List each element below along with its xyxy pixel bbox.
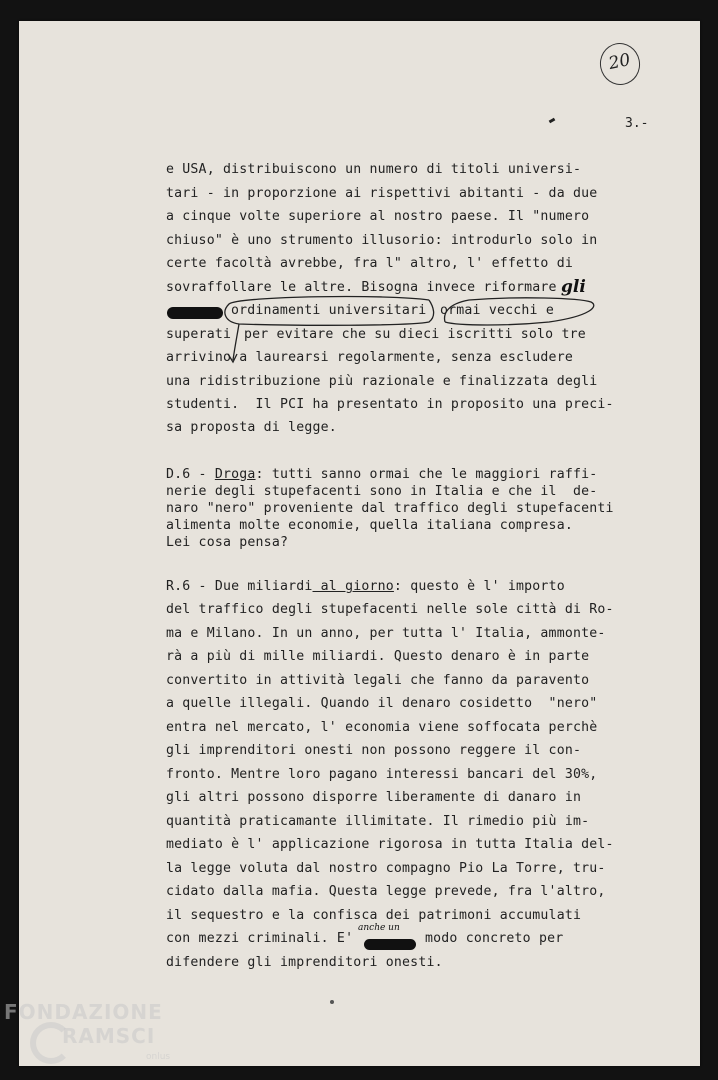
answer-underlined: al giorno (312, 579, 394, 594)
answer-line: rà a più di mille miliardi. Questo denaro è in parte (166, 649, 590, 664)
question-line: nerie degli stupefacenti sono in Italia e che il de- (166, 484, 598, 499)
answer-line: fronto. Mentre loro pagano interessi bancari del 30%, (166, 767, 598, 782)
question-line: Lei cosa pensa? (166, 535, 289, 550)
question-text: : tutti sanno ormai che le maggiori raffi- (255, 467, 598, 482)
watermark-line3: onlus (146, 1052, 171, 1062)
document-page (19, 21, 700, 1066)
handwritten-insert: anche un (358, 923, 400, 933)
handwritten-gli: gli (561, 277, 586, 297)
text-line: certe facoltà avrebbe, fra l" altro, l' effetto di (166, 256, 573, 271)
text-line: una ridistribuzione più razionale e finalizzata degli (166, 374, 598, 389)
text-line: e USA, distribuiscono un numero di titoli universi- (166, 162, 582, 177)
ink-dot (330, 1000, 334, 1004)
text-line: ordinamenti universitari (231, 303, 427, 318)
answer-line: modo concreto per (425, 931, 564, 946)
text-line: studenti. Il PCI ha presentato in proposito una preci- (166, 397, 614, 412)
answer-line: ma e Milano. In un anno, per tutta l' Italia, ammonte- (166, 626, 606, 641)
answer-line: entra nel mercato, l' economia viene soffocata perchè (166, 720, 598, 735)
answer-line: del traffico degli stupefacenti nelle sole città di Ro- (166, 602, 614, 617)
answer-text: : questo è l' importo (393, 579, 565, 594)
text-line: arrivino a laurearsi regolarmente, senza escludere (166, 350, 573, 365)
answer-line: con mezzi criminali. E' (166, 931, 354, 946)
answer-line: convertito in attività legali che fanno da paravento (166, 673, 590, 688)
answer-line: quantità praticamante illimitate. Il rimedio più im- (166, 814, 590, 829)
question-topic: Droga (214, 467, 256, 482)
text-line: sovraffollare le altre. Bisogna invece riformare (166, 280, 557, 295)
question-line: naro "nero" proveniente dal traffico degli stupefacenti (166, 501, 614, 516)
answer-line (166, 579, 565, 594)
text-line: ormai vecchi e (440, 303, 554, 318)
watermark-line1: FONDAZIONE (4, 1000, 163, 1024)
ink-dot (549, 118, 556, 124)
text-line: superati (166, 327, 232, 342)
answer-line: cidato dalla mafia. Questa legge prevede, fra l'altro, (166, 884, 606, 899)
text-line: tari - in proporzione ai rispettivi abitanti - da due (166, 186, 598, 201)
answer-line: difendere gli imprenditori onesti. (166, 955, 443, 970)
answer-line: il sequestro e la confisca dei patrimoni accumulati (166, 908, 582, 923)
question-line (166, 467, 597, 482)
text-line: per evitare che su dieci iscritti solo tre (244, 327, 586, 342)
redaction-mark (167, 307, 223, 319)
text-line: sa proposta di legge. (166, 420, 337, 435)
answer-line: mediato è l' applicazione rigorosa in tutta Italia del- (166, 837, 614, 852)
archive-watermark (4, 1000, 204, 1080)
answer-label: R.6 - Due miliardi (166, 579, 313, 594)
archive-number: 20 (606, 50, 633, 75)
redaction-mark (364, 939, 416, 950)
handwritten-circle-annotation (219, 276, 609, 356)
text-line: a cinque volte superiore al nostro paese. Il "numero (166, 209, 590, 224)
page-number: 3.- (625, 116, 649, 131)
question-line: alimenta molte economie, quella italiana compresa. (166, 518, 573, 533)
answer-line: gli altri possono disporre liberamente di danaro in (166, 790, 582, 805)
answer-line: a quelle illegali. Quando il denaro cosidetto "nero" (166, 696, 598, 711)
answer-line: la legge voluta dal nostro compagno Pio La Torre, tru- (166, 861, 606, 876)
archive-number-stamp (596, 39, 644, 88)
text-line: chiuso" è uno strumento illusorio: introdurlo solo in (166, 233, 598, 248)
watermark-line2: RAMSCI (62, 1024, 156, 1048)
question-label: D.6 - (166, 467, 215, 482)
answer-line: gli imprenditori onesti non possono reggere il con- (166, 743, 582, 758)
